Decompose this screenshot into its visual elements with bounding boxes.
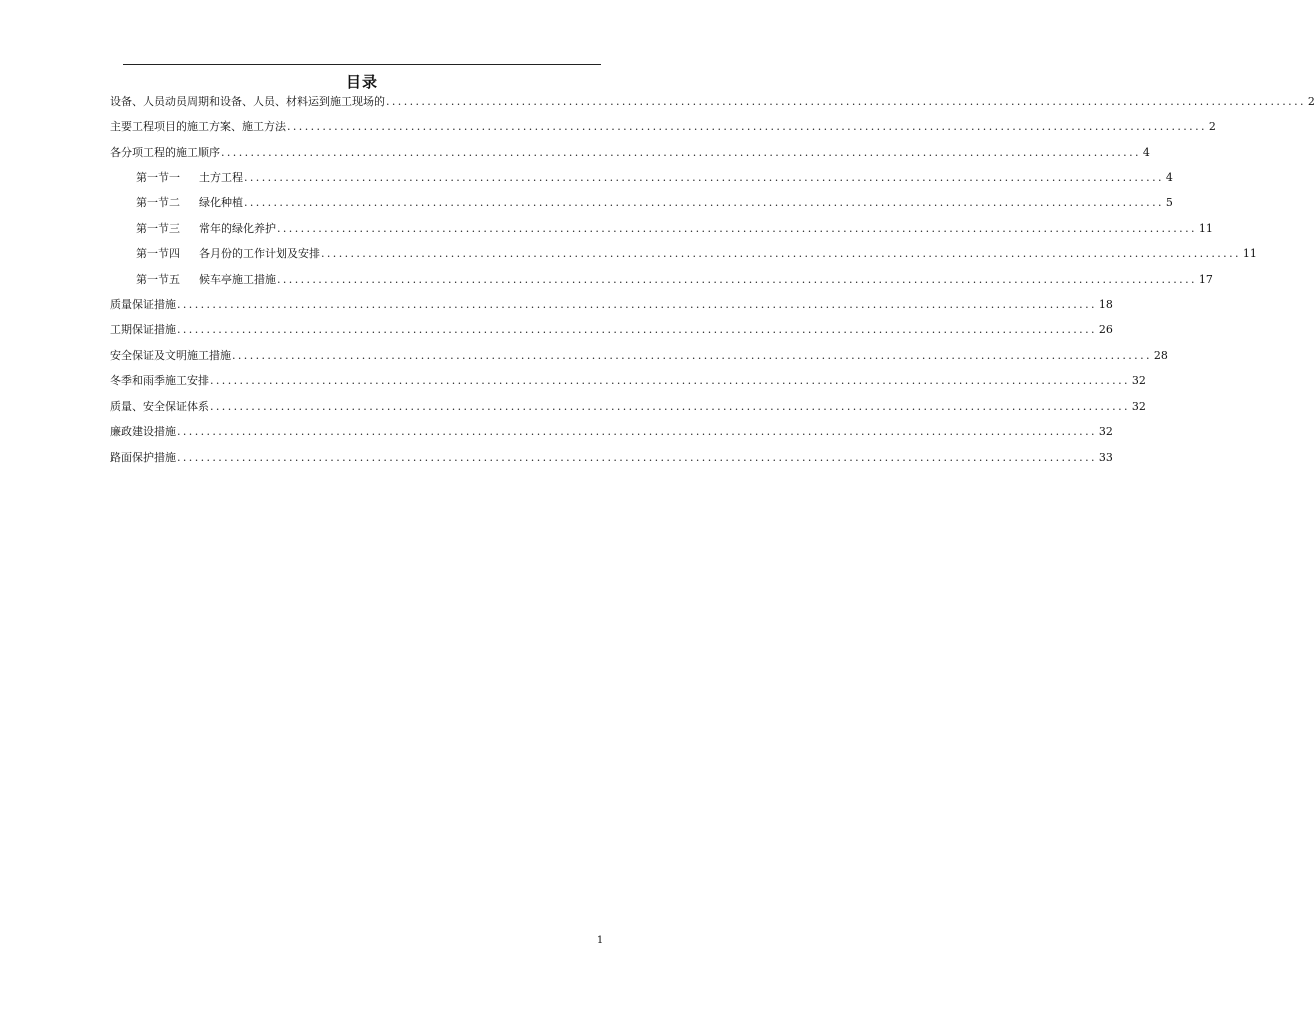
toc-entry[interactable] [110,322,1113,338]
toc-page-number: 11 [1242,247,1257,260]
toc-entry-text: 绿化种植 [199,196,243,209]
toc-leader-dots: ............................................................................................................................................................ [244,171,1164,184]
toc-entry[interactable] [110,297,1113,313]
toc-entry-text: 路面保护措施 [110,451,176,464]
toc-leader-dots: ............................................................................................................................................................ [277,222,1197,235]
toc-subentry[interactable] [136,221,1213,237]
toc-section-number: 第一节五 [136,273,180,286]
toc-entry[interactable] [110,145,1150,161]
toc-entry-text: 主要工程项目的施工方案、施工方法 [110,120,286,133]
toc-entry-text: 土方工程 [199,171,243,184]
toc-page-number: 2 [1208,120,1216,133]
toc-leader-dots: ............................................................................................................................................................ [386,95,1306,108]
toc-entry[interactable] [110,348,1168,364]
toc-entry[interactable] [110,94,1315,110]
toc-subentry[interactable] [136,170,1173,186]
toc-leader-dots: ............................................................................................................................................................ [177,298,1097,311]
toc-entry-text: 廉政建设措施 [110,425,176,438]
toc-entry-text: 质量保证措施 [110,298,176,311]
toc-leader-dots: ............................................................................................................................................................ [244,196,1164,209]
toc-page-number: 17 [1198,273,1213,286]
toc-entry-text: 候车亭施工措施 [199,273,276,286]
toc-leader-dots: ............................................................................................................................................................ [221,146,1141,159]
toc-entry-text: 工期保证措施 [110,323,176,336]
toc-page-number: 4 [1165,171,1173,184]
toc-page-number: 32 [1131,374,1146,387]
toc-page-number: 32 [1098,425,1113,438]
toc-section-number: 第一节二 [136,196,180,209]
toc-entry-text: 安全保证及文明施工措施 [110,349,231,362]
toc-leader-dots: ............................................................................................................................................................ [210,400,1130,413]
toc-leader-dots: ............................................................................................................................................................ [232,349,1152,362]
toc-leader-dots: ............................................................................................................................................................ [277,273,1197,286]
toc-page-number: 5 [1165,196,1173,209]
toc-subentry[interactable] [136,195,1173,211]
toc-title: 目录 [345,73,378,91]
toc-entry-text: 常年的绿化养护 [199,222,276,235]
toc-entry-text: 设备、人员动员周期和设备、人员、材料运到施工现场的 [110,95,385,108]
toc-section-number: 第一节四 [136,247,180,260]
toc-entry[interactable] [110,373,1146,389]
toc-leader-dots: ............................................................................................................................................................ [210,374,1130,387]
toc-section-number: 第一节三 [136,222,180,235]
toc-entry-text: 各月份的工作计划及安排 [199,247,320,260]
toc-entry[interactable] [110,399,1146,415]
toc-page-number: 33 [1098,451,1113,464]
toc-page-number: 11 [1198,222,1213,235]
toc-page-number: 32 [1131,400,1146,413]
toc-entry-text: 冬季和雨季施工安排 [110,374,209,387]
toc-entry-text: 质量、安全保证体系 [110,400,209,413]
toc-page-number: 26 [1098,323,1113,336]
toc-entry[interactable] [110,424,1113,440]
toc-entry[interactable] [110,450,1113,466]
toc-page-number: 4 [1142,146,1150,159]
toc-entry[interactable] [110,119,1216,135]
toc-subentry[interactable] [136,246,1257,262]
toc-page-number: 18 [1098,298,1113,311]
toc-entry-text: 各分项工程的施工顺序 [110,146,220,159]
header-rule [123,64,601,65]
footer-page-number: 1 [596,935,604,946]
toc-leader-dots: ............................................................................................................................................................ [321,247,1241,260]
toc-leader-dots: ............................................................................................................................................................ [177,425,1097,438]
toc-page-number: 2 [1307,95,1315,108]
toc-leader-dots: ............................................................................................................................................................ [177,451,1097,464]
toc-page-number: 28 [1153,349,1168,362]
toc-section-number: 第一节一 [136,171,180,184]
toc-leader-dots: ............................................................................................................................................................ [177,323,1097,336]
toc-subentry[interactable] [136,272,1213,288]
toc-leader-dots: ............................................................................................................................................................ [287,120,1207,133]
